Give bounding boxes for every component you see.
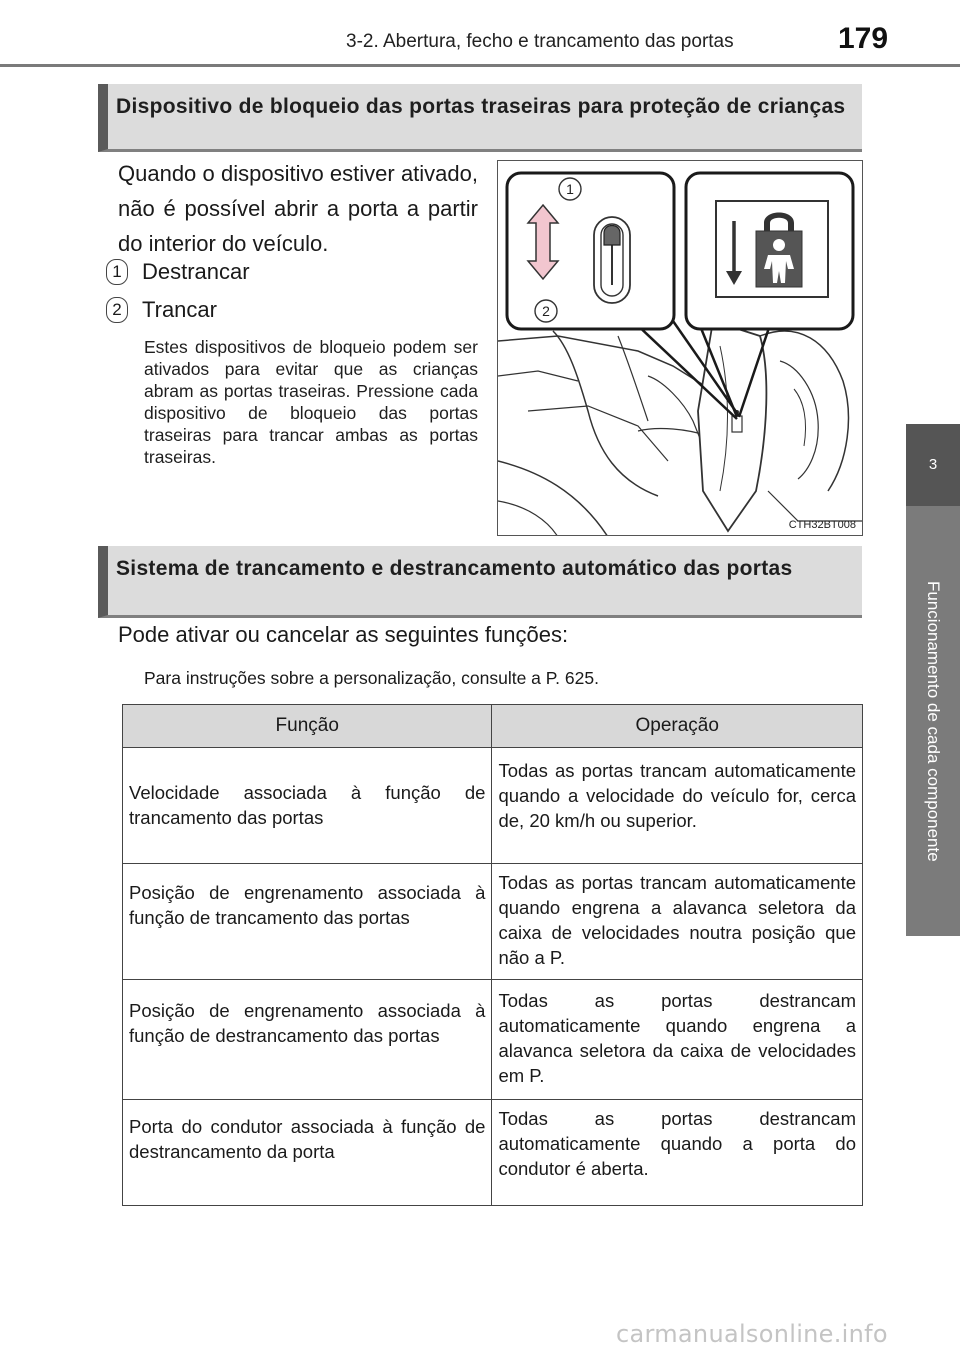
function-cell: Porta do condutor associada à função de destrancamento da porta bbox=[123, 1100, 492, 1206]
child-lock-note: Estes dispositivos de bloqueio podem ser ativados para evitar que as crianças abram as portas traseiras. Pressione cada dispositivo de bloqueio das portas traseiras para trancar ambas as portas traseiras. bbox=[144, 337, 478, 467]
operation-cell: Todas as portas trancam automaticamente quando engrena a alavanca seletora da caixa de velocidades noutra posição que não a P. bbox=[492, 864, 863, 980]
auto-lock-intro: Pode ativar ou cancelar as seguintes funções: bbox=[118, 622, 569, 647]
figure-code: CTH32BT008 bbox=[788, 519, 856, 531]
functions-table bbox=[122, 704, 863, 1206]
column-header-funcao: Função bbox=[123, 705, 492, 748]
callout-2-text: 2 bbox=[542, 303, 550, 319]
operation-cell: Todas as portas trancam automaticamente quando a velocidade do veículo for, cerca de, 20 km/h ou superior. bbox=[492, 748, 863, 864]
customization-reference: Para instruções sobre a personalização, consulte a P. 625. bbox=[144, 668, 599, 688]
chapter-name-label bbox=[906, 506, 960, 936]
step-lock bbox=[106, 296, 217, 323]
section-heading-child-lock: Dispositivo de bloqueio das portas traseiras para proteção de crianças bbox=[98, 84, 862, 152]
page-number: 179 bbox=[838, 22, 889, 55]
step-label: Trancar bbox=[142, 297, 217, 323]
table-header-row bbox=[123, 705, 863, 748]
function-cell: Velocidade associada à função de trancamento das portas bbox=[123, 748, 492, 864]
table-row bbox=[123, 980, 863, 1100]
operation-cell: Todas as portas destrancam automaticamente quando engrena a alavanca seletora da caixa de velocidades em P. bbox=[492, 980, 863, 1100]
function-cell: Posição de engrenamento associada à função de trancamento das portas bbox=[123, 864, 492, 980]
callout-1-text: 1 bbox=[566, 181, 574, 197]
column-header-operacao: Operação bbox=[492, 705, 863, 748]
child-lock-illustration bbox=[497, 160, 863, 536]
chapter-name-text: Funcionamento de cada componente bbox=[924, 580, 943, 862]
site-watermark: carmanualsonline.info bbox=[616, 1320, 888, 1348]
operation-cell: Todas as portas destrancam automaticamente quando a porta do condutor é aberta. bbox=[492, 1100, 863, 1206]
table-row bbox=[123, 748, 863, 864]
step-unlock bbox=[106, 258, 250, 285]
step-number-badge: 2 bbox=[106, 297, 128, 323]
header-divider bbox=[0, 64, 960, 67]
section-breadcrumb: 3-2. Abertura, fecho e trancamento das portas bbox=[346, 31, 734, 52]
child-lock-intro: Quando o dispositivo estiver ativado, não é possível abrir a porta a partir do interior do veículo. bbox=[118, 161, 478, 256]
chapter-number-tab: 3 bbox=[906, 424, 960, 506]
step-label: Destrancar bbox=[142, 259, 250, 285]
function-cell: Posição de engrenamento associada à função de destrancamento das portas bbox=[123, 980, 492, 1100]
step-number-badge: 1 bbox=[106, 259, 128, 285]
rear-door-drawing bbox=[498, 161, 863, 536]
section-heading-auto-lock: Sistema de trancamento e destrancamento automático das portas bbox=[98, 546, 862, 618]
table-row bbox=[123, 864, 863, 980]
table-row bbox=[123, 1100, 863, 1206]
